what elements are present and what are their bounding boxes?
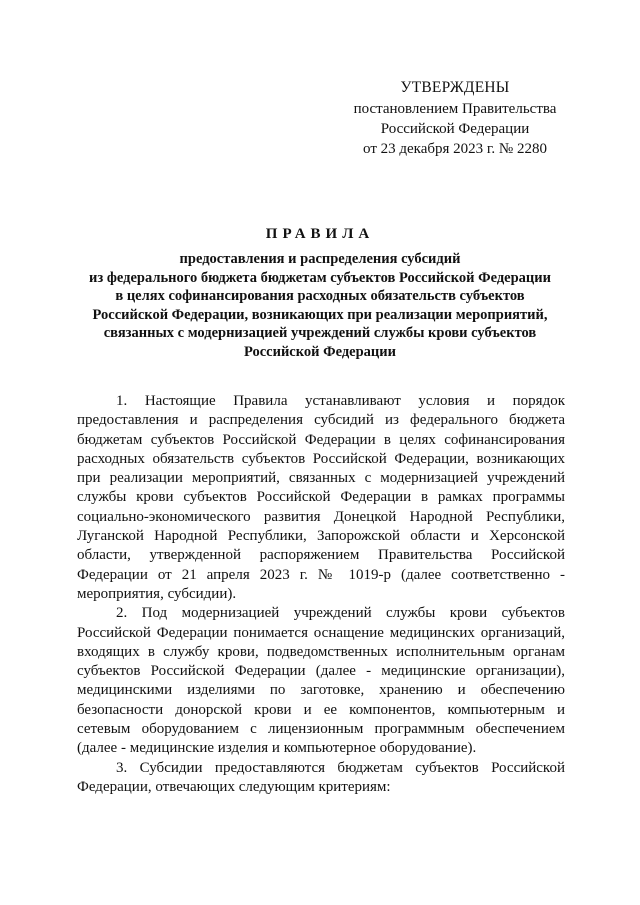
approval-block xyxy=(330,78,580,159)
document-subtitle xyxy=(60,250,580,362)
paragraph-line: предоставления и распределения субсидий из федерального бюджета xyxy=(77,412,565,429)
paragraph-line: безопасности донорской крови и ее компонентов, компьютерным и xyxy=(77,701,565,718)
subtitle-line: предоставления и распределения субсидий xyxy=(179,251,461,267)
paragraph-line: расходных обязательств субъектов Российской Федерации, возникающих xyxy=(77,450,565,467)
paragraph-line: службы крови субъектов Российской Федерации в рамках программы xyxy=(77,489,565,506)
approval-line: постановлением Правительства xyxy=(353,101,557,117)
paragraph-2 xyxy=(77,604,565,758)
approval-stamp: УТВЕРЖДЕНЫ xyxy=(400,79,510,96)
paragraph-1 xyxy=(77,392,565,604)
paragraph-line: бюджетам субъектов Российской Федерации в целях софинансирования xyxy=(77,431,565,448)
paragraph-line: Федерации от 21 апреля 2023 г. № 1019-р (далее соответственно - xyxy=(77,566,565,583)
paragraph-line: 2. Под модернизацией учреждений службы крови субъектов xyxy=(116,605,565,622)
paragraph-line: при реализации мероприятий, связанных с модернизацией учреждений xyxy=(77,470,565,487)
document-heading: ПРАВИЛА xyxy=(265,226,375,242)
paragraph-line: социально-экономического развития Донецкой Народной Республики, xyxy=(77,508,565,525)
paragraph-line: медицинскими изделиями по заготовке, хранению и обеспечению xyxy=(77,682,565,699)
paragraph-line: 1. Настоящие Правила устанавливают условия и порядок xyxy=(116,393,565,409)
paragraph-line: сетевым оборудованием с лицензионным программным обеспечением xyxy=(77,721,565,738)
paragraph-line: области, утвержденной распоряжением Правительства Российской xyxy=(77,547,565,564)
document-body xyxy=(77,392,565,797)
paragraph-line: входящих в службу крови, подведомственных исполнительным органам xyxy=(77,643,565,660)
paragraph-line: Федерации, отвечающих следующим критериям: xyxy=(77,778,391,795)
paragraph-line: Луганской Народной Республики, Запорожской области и Херсонской xyxy=(77,528,565,545)
approval-line: Российской Федерации xyxy=(380,121,530,137)
paragraph-line: (далее - медицинские изделия и компьютерное оборудование). xyxy=(77,740,477,757)
subtitle-line: Российской Федерации xyxy=(243,343,396,360)
paragraph-line: субъектов Российской Федерации (далее - медицинские организации), xyxy=(77,663,565,680)
approval-line: от 23 декабря 2023 г. № 2280 xyxy=(363,141,547,157)
subtitle-line: Российской Федерации, возникающих при реализации мероприятий, xyxy=(92,306,548,323)
subtitle-line: в целях софинансирования расходных обязательств субъектов xyxy=(115,288,525,305)
paragraph-line: Российской Федерации понимается оснащение медицинских организаций, xyxy=(77,624,565,641)
subtitle-line: из федерального бюджета бюджетам субъектов Российской Федерации xyxy=(89,269,551,286)
subtitle-line: связанных с модернизацией учреждений службы крови субъектов xyxy=(103,325,537,342)
paragraph-line: мероприятия, субсидии). xyxy=(77,585,237,602)
paragraph-line: 3. Субсидии предоставляются бюджетам субъектов Российской xyxy=(116,759,565,776)
paragraph-3 xyxy=(77,759,565,798)
